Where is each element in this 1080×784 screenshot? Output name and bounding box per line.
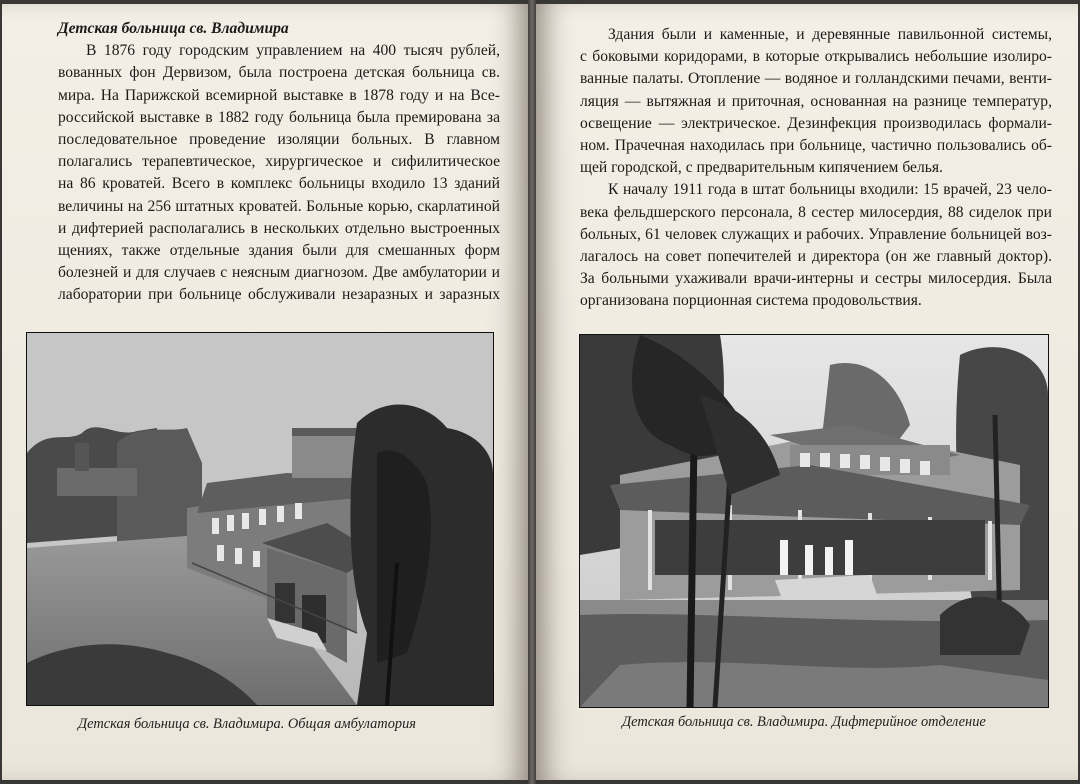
photo-illustration (27, 333, 493, 705)
text-line: с боковыми коридорами, в которые открывались небольшие изолиро- (580, 48, 1052, 66)
text-line: Здания были и каменные, и деревянные павильонной системы, (608, 26, 1052, 43)
right-page (536, 4, 1078, 780)
text-line: ванные палаты. Отопление — водяное и голландскими печами, венти- (580, 70, 1052, 88)
text-line: российской выставке в 1882 году больница была премирована за (58, 108, 500, 126)
photo-illustration (580, 335, 1048, 707)
text-line: мира. На Парижской всемирной выставке в 1878 году и на Все- (58, 86, 500, 104)
left-page-text (58, 18, 500, 306)
text-line: За больными ухаживали врачи-интерны и сестры милосердия. Была (580, 270, 1052, 288)
text-line: на 86 кроватей. Всего в комплекс больницы входило 13 зданий (58, 175, 500, 193)
text-line: больных, 61 человек служащих и рабочих. Управление больницей воз- (580, 225, 1052, 243)
right-page-text (580, 24, 1052, 312)
photo-diphtheria-ward-building (579, 334, 1049, 708)
text-line: последовательное проведение изоляции больных. В главном (58, 130, 500, 148)
text-line: века фельдшерского персонала, 8 сестер милосердия, 88 сиделок при (580, 203, 1052, 221)
text-line: болезней и для случаев с неясным диагнозом. Две амбулатории и (58, 264, 500, 282)
text-line: ном. Прачечная находилась при больнице, частично пользовались об- (580, 136, 1052, 154)
text-line: лагалось на совет попечителей и директора (он же главный доктор). (580, 247, 1052, 265)
left-page (2, 4, 528, 780)
text-line: вованных фон Дервизом, была построена детская больница св. (58, 64, 500, 82)
text-line: организована порционная система продовольствия. (580, 292, 922, 310)
text-line: полагались терапевтическое, хирургическое и сифилитическое (58, 153, 500, 171)
text-line: освещение — электрическое. Дезинфекция производилась формали- (580, 114, 1052, 132)
photo-caption: Детская больница св. Владимира. Общая амбулатория (78, 716, 416, 732)
section-heading: Детская больница св. Владимира (58, 20, 289, 37)
text-line: В 1876 году городским управлением на 400 тысяч рублей, (86, 42, 500, 60)
text-line: К началу 1911 года в штат больницы входили: 15 врачей, 23 чело- (608, 181, 1052, 199)
photo-caption: Детская больница св. Владимира. Дифтерийное отделение (622, 714, 986, 730)
photo-general-outpatient-building (26, 332, 494, 706)
text-line: ляция — вытяжная и приточная, основанная на разнице температур, (580, 92, 1052, 110)
text-line: и дифтерией располагались в нескольких отдельно выстроенных (58, 219, 500, 237)
text-line: щениях, также отдельные здания были для смешанных форм (58, 241, 500, 259)
text-line: щей городской, с предварительным кипячением белья. (580, 159, 943, 177)
text-line: величины на 256 штатных кроватей. Больные корью, скарлатиной (58, 197, 500, 215)
text-line: лаборатории при больнице обслуживали незаразных и заразных (58, 286, 500, 304)
